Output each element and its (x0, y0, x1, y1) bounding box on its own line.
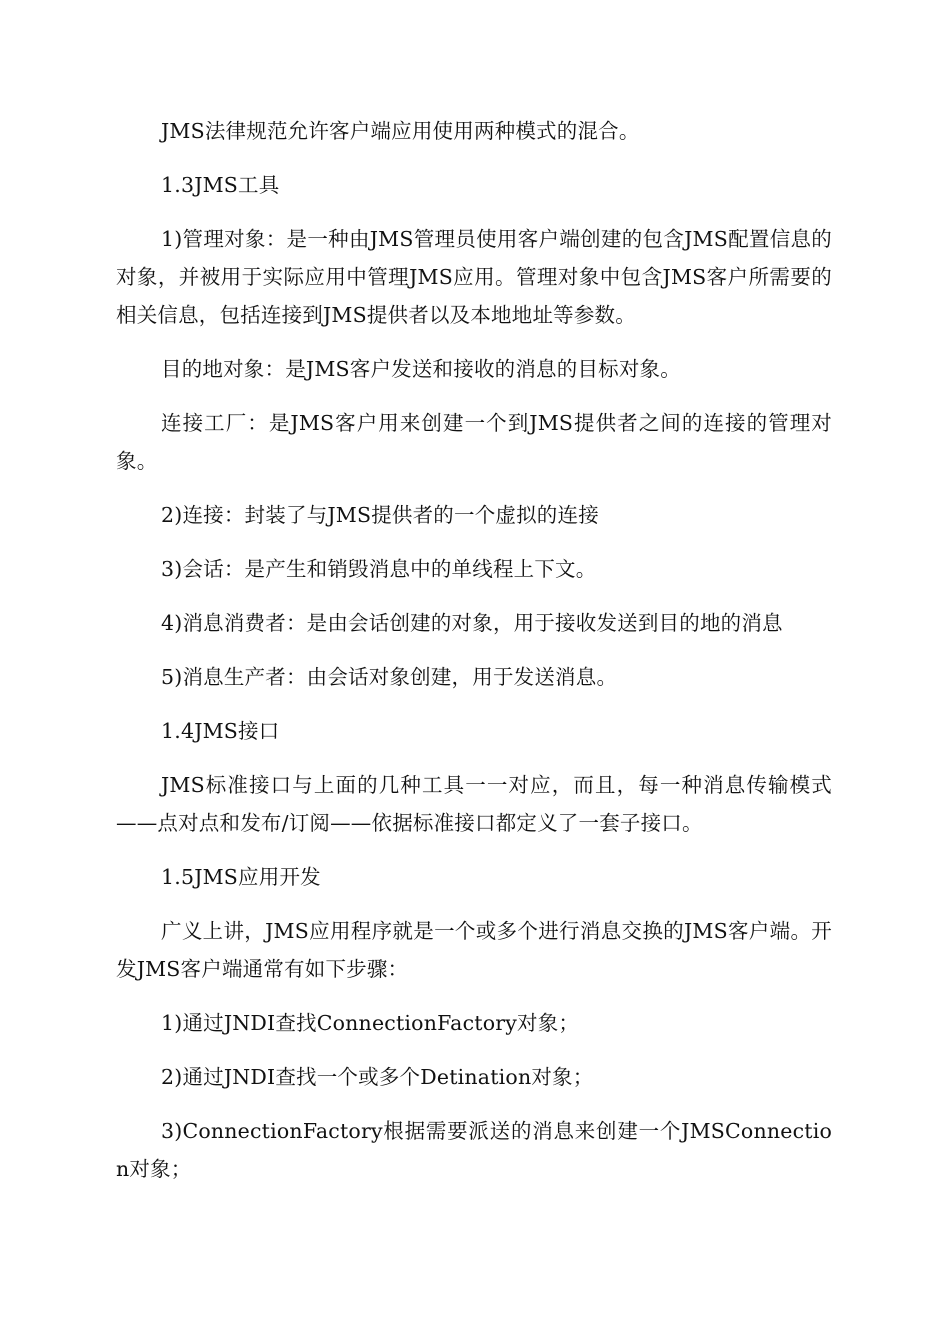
section-heading-jms-tools: 1.3JMS工具 (161, 173, 280, 197)
document-body (116, 112, 832, 1204)
section-heading-jms-development: 1.5JMS应用开发 (161, 865, 321, 889)
paragraph-step-1: 1)通过JNDI查找ConnectionFactory对象； (161, 1011, 580, 1035)
paragraph-mixed-mode: JMS法律规范允许客户端应用使用两种模式的混合。 (161, 119, 640, 143)
paragraph-connection-factory: 连接工厂：是JMS客户用来创建一个到JMS提供者之间的连接的管理对象。 (116, 411, 832, 473)
paragraph-administered-objects: 1)管理对象：是一种由JMS管理员使用客户端创建的包含JMS配置信息的对象，并被用于实际应用中管理JMS应用。管理对象中包含JMS客户所需要的相关信息，包括连接到JMS提供者以及本地地址等参数。 (116, 227, 832, 327)
paragraph-connection: 2)连接：封装了与JMS提供者的一个虚拟的连接 (161, 503, 599, 527)
paragraph-message-producer: 5)消息生产者：由会话对象创建，用于发送消息。 (161, 665, 618, 689)
section-heading-jms-interfaces: 1.4JMS接口 (161, 719, 280, 743)
paragraph-step-2: 2)通过JNDI查找一个或多个Detination对象； (161, 1065, 594, 1089)
paragraph-step-3: 3)ConnectionFactory根据需要派送的消息来创建一个JMSConnection对象； (116, 1119, 832, 1181)
paragraph-message-consumer: 4)消息消费者：是由会话创建的对象，用于接收发送到目的地的消息 (161, 611, 783, 635)
paragraph-session: 3)会话：是产生和销毁消息中的单线程上下文。 (161, 557, 597, 581)
paragraph-destination-objects: 目的地对象：是JMS客户发送和接收的消息的目标对象。 (161, 357, 681, 381)
paragraph-standard-interfaces: JMS标准接口与上面的几种工具一一对应，而且，每一种消息传输模式——点对点和发布/订阅——依据标准接口都定义了一套子接口。 (116, 773, 832, 835)
paragraph-development-overview: 广义上讲，JMS应用程序就是一个或多个进行消息交换的JMS客户端。开发JMS客户端通常有如下步骤： (116, 919, 832, 981)
